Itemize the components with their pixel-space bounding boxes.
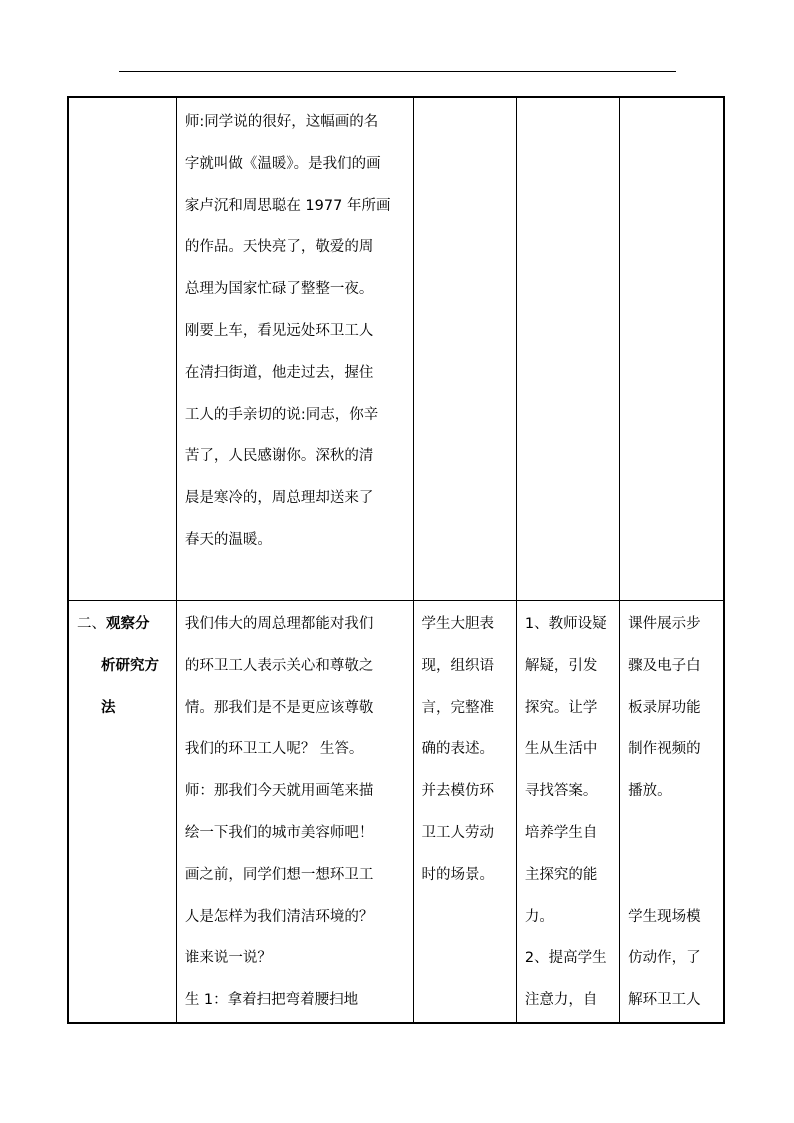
text-line: 生 1：拿着扫把弯着腰扫地 <box>184 992 359 1009</box>
text-line: 家卢沉和周思聪在 1977 年所画 <box>184 197 391 214</box>
text-line: 我们伟大的周总理都能对我们 <box>184 616 374 632</box>
text-line: 谁来说一说？ <box>184 950 272 967</box>
text-line: 骤及电子白 <box>628 657 701 674</box>
text-line: 力。 <box>524 908 554 925</box>
text-line: 培养学生自 <box>524 824 598 841</box>
text-line: 学生现场模 <box>628 908 701 925</box>
text-line: 的作品。天快亮了，敬爱的周 <box>184 239 374 256</box>
section-number: 二、 <box>77 616 106 632</box>
text-line: 字就叫做《温暖》。是我们的画 <box>184 155 381 172</box>
text-line: 解环卫工人 <box>628 992 701 1009</box>
text-line: 1、教师设疑 <box>524 616 607 632</box>
text-line: 总理为国家忙碌了整整一夜。 <box>184 281 374 298</box>
design-intent-cell <box>516 601 619 1023</box>
lesson-plan-table <box>67 96 725 1024</box>
text-line: 师:同学说的很好，这幅画的名 <box>184 114 379 130</box>
text-line: 言，完整准 <box>421 699 495 716</box>
text-line: 并去模仿环 <box>421 783 495 800</box>
spacer <box>628 813 717 855</box>
text-line: 播放。 <box>628 783 672 800</box>
table-row <box>68 97 724 601</box>
text-line: 生从生活中 <box>524 741 598 758</box>
text-line: 的环卫工人表示关心和尊敬之 <box>184 657 374 674</box>
text-line: 解疑，引发 <box>524 657 598 674</box>
teacher-activity-cell <box>176 601 413 1023</box>
text-line: 卫工人劳动 <box>421 824 495 841</box>
text-line: 2、提高学生 <box>524 950 607 967</box>
text-line: 时的场景。 <box>421 866 495 883</box>
text-line: 苦了，人民感谢你。深秋的清 <box>184 448 374 465</box>
spacer <box>628 855 717 897</box>
teacher-activity-cell <box>176 97 413 601</box>
text-line: 现，组织语 <box>421 657 495 674</box>
section-title-line: 法 <box>101 699 116 716</box>
student-activity-cell <box>413 601 516 1023</box>
section-title-line: 析研究方 <box>101 657 159 674</box>
table-row <box>68 601 724 1023</box>
media-cell <box>620 97 724 601</box>
text-line: 刚要上车，看见远处环卫工人 <box>184 322 374 339</box>
text-line: 板录屏功能 <box>628 699 701 716</box>
section-cell <box>68 97 176 601</box>
text-line: 课件展示步 <box>628 616 701 632</box>
text-line: 我们的环卫工人呢？ 生答。 <box>184 741 364 758</box>
text-line: 仿动作，了 <box>628 950 701 967</box>
text-line: 主探究的能 <box>524 866 598 883</box>
media-cell <box>620 601 724 1023</box>
student-activity-cell <box>413 97 516 601</box>
section-title: 二、观察分 <box>77 616 150 632</box>
text-line: 寻找答案。 <box>524 783 598 800</box>
text-line: 在清扫街道，他走过去，握住 <box>184 364 374 381</box>
text-line: 晨是寒冷的，周总理却送来了 <box>184 490 374 507</box>
text-line: 人是怎样为我们清洁环境的？ <box>184 908 374 925</box>
text-line: 学生大胆表 <box>421 616 495 632</box>
text-line: 绘一下我们的城市美容师吧！ <box>184 824 374 841</box>
text-line: 情。那我们是不是更应该尊敬 <box>184 699 374 716</box>
text-line: 春天的温暖。 <box>184 531 272 548</box>
text-line: 制作视频的 <box>628 741 701 758</box>
text-line: 探究。让学 <box>524 699 598 716</box>
text-line: 确的表述。 <box>421 741 495 758</box>
design-intent-cell <box>516 97 619 601</box>
text-line: 工人的手亲切的说:同志，你辛 <box>184 406 379 423</box>
text-line: 画之前，同学们想一想环卫工 <box>184 866 374 883</box>
section-cell <box>68 601 176 1023</box>
text-line: 师：那我们今天就用画笔来描 <box>184 783 374 800</box>
text-line: 注意力，自 <box>524 992 598 1009</box>
header-rule <box>119 71 676 72</box>
